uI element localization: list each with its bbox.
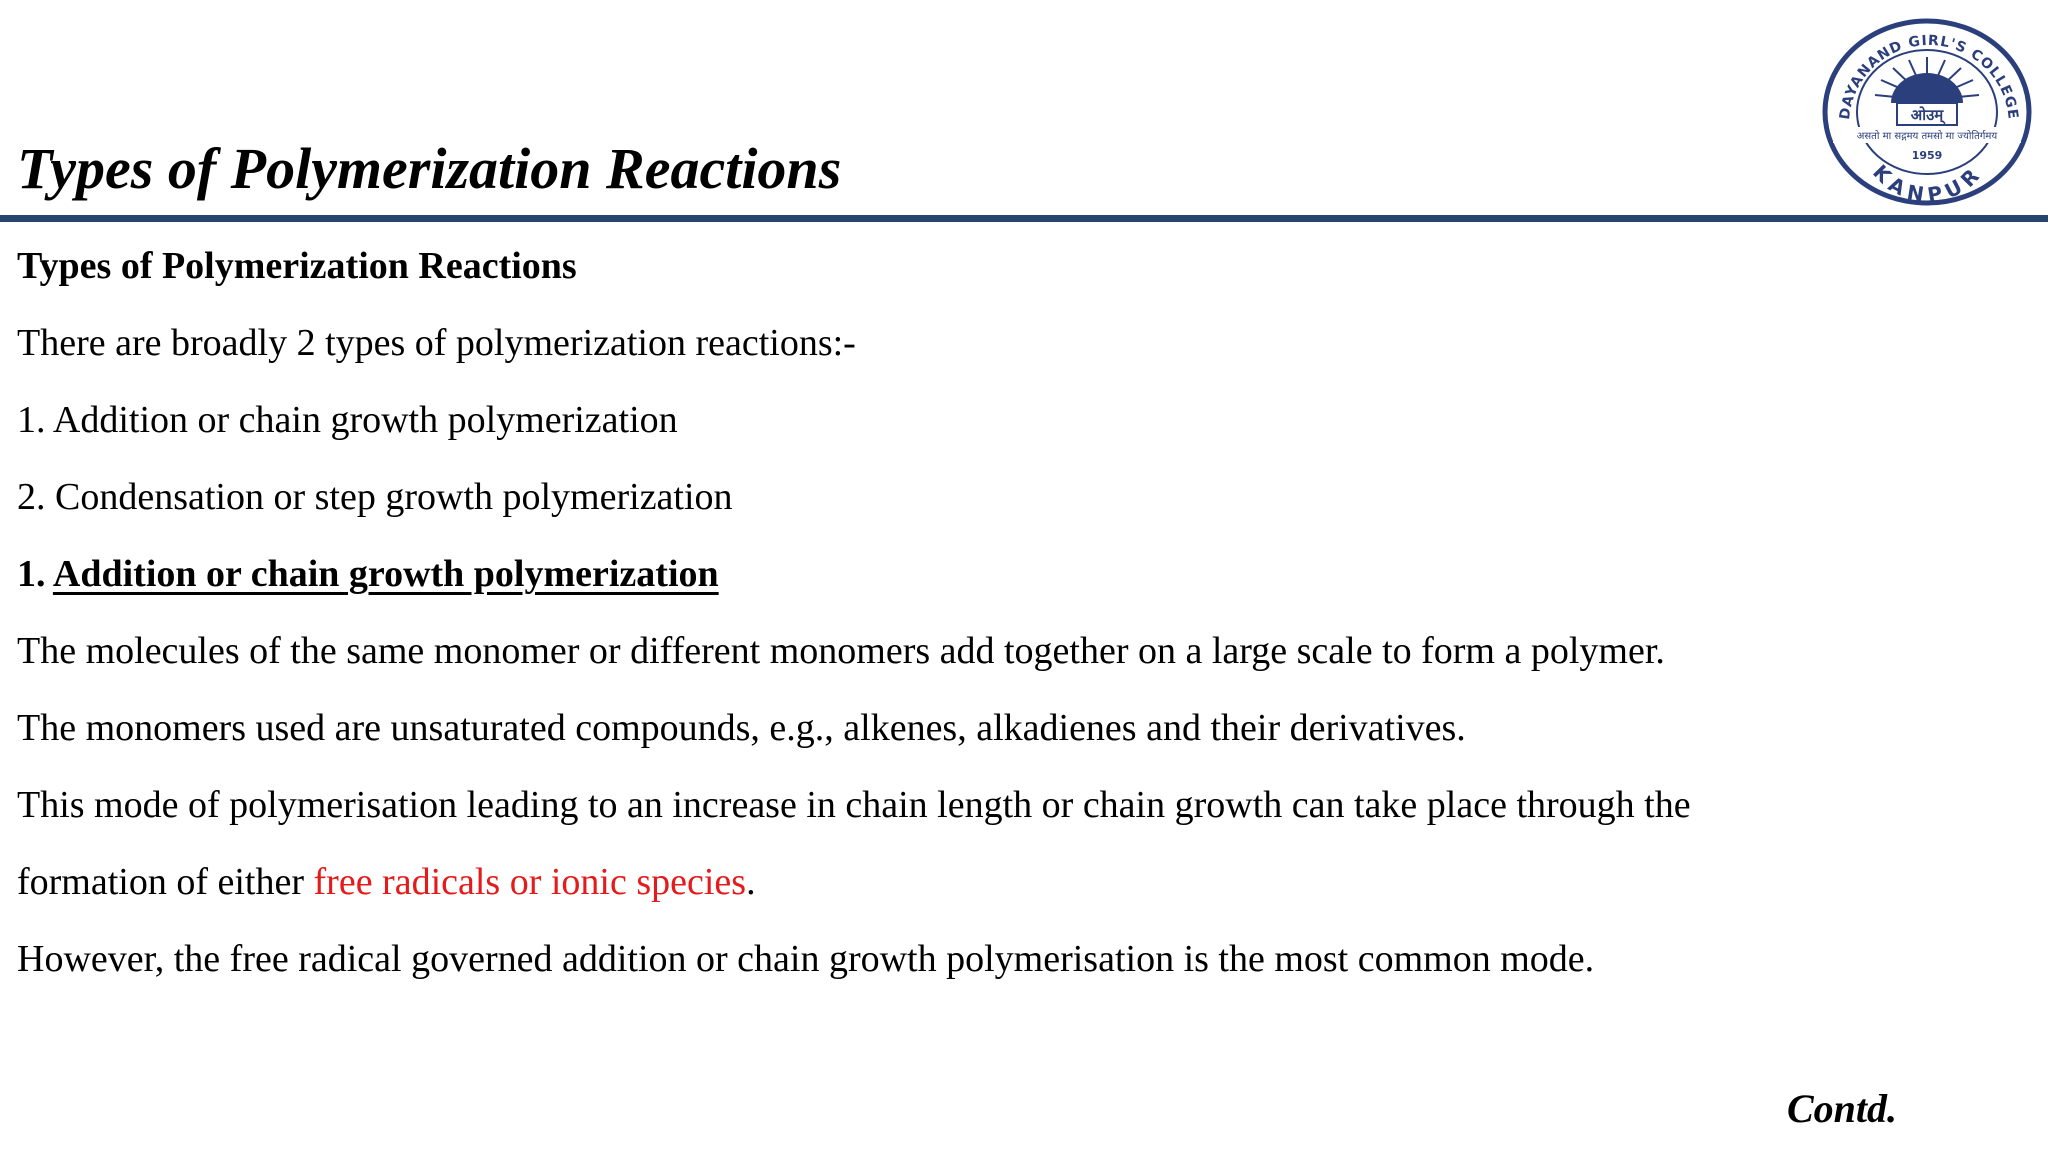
- paragraph: This mode of polymerisation leading to an increase in chain length or chain growth can take place through the: [17, 784, 1691, 826]
- logo-arc-text: DAYANAND GIRL'S COLLEGE: [1837, 32, 2021, 121]
- section-title: Addition or chain growth polymerization: [52, 553, 719, 595]
- paragraph: The molecules of the same monomer or different monomers add together on a large scale to form a polymer.: [17, 630, 1665, 672]
- list-item: 1. Addition or chain growth polymerization: [17, 399, 678, 441]
- slide-title: Types of Polymerization Reactions: [17, 136, 842, 201]
- college-seal-icon: [1819, 15, 2035, 209]
- paragraph-text: formation of either: [17, 861, 314, 903]
- logo-city: KANPUR: [1868, 159, 1988, 208]
- paragraph: However, the free radical governed addition or chain growth polymerisation is the most common mode.: [17, 938, 1595, 980]
- logo-motto: असतो मा सद्गमय तमसो मा ज्योतिर्गमय: [1856, 131, 1998, 142]
- logo-center-text: ओउम्: [1910, 106, 1944, 124]
- section-number: 1.: [17, 553, 53, 595]
- highlighted-text: free radicals or ionic species: [313, 861, 747, 903]
- paragraph-text: .: [746, 861, 756, 903]
- continued-label: Contd.: [1787, 1086, 1898, 1131]
- paragraph: The monomers used are unsaturated compounds, e.g., alkenes, alkadienes and their derivatives.: [17, 707, 1466, 749]
- college-logo: [1819, 15, 2035, 209]
- intro-text: There are broadly 2 types of polymerization reactions:-: [17, 322, 856, 364]
- list-item: 2. Condensation or step growth polymerization: [17, 476, 733, 518]
- content-heading: Types of Polymerization Reactions: [17, 245, 577, 287]
- logo-year: 1959: [1911, 149, 1943, 162]
- section-heading: [17, 555, 719, 593]
- title-divider: [0, 215, 2048, 222]
- paragraph: [17, 863, 756, 901]
